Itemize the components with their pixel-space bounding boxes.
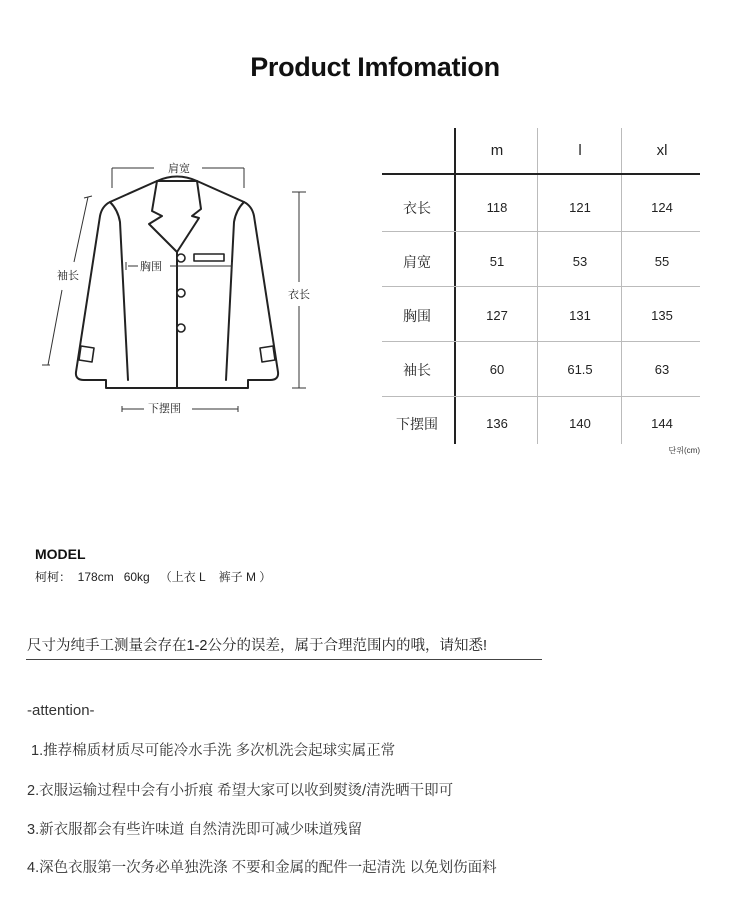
table-cell: 60 (489, 362, 505, 377)
chest-label: 胸围 (140, 261, 162, 273)
length-label: 衣长 (288, 289, 310, 301)
table-cell: 144 (651, 416, 673, 431)
unit-note: 단위(cm) (668, 446, 700, 455)
table-cell: 135 (651, 308, 673, 323)
table-cell: 53 (572, 254, 588, 269)
button-3 (177, 324, 185, 332)
care-note-2: 2.衣服运输过程中会有小折痕 希望大家可以收到熨烫/清洗晒干即可 (27, 783, 454, 799)
jacket-diagram (40, 150, 330, 425)
attention-heading: -attention- (27, 702, 95, 719)
table-cell: 118 (486, 200, 508, 215)
row-label: 胸围 (403, 308, 431, 324)
table-header-divider (382, 173, 700, 175)
model-info: 柯柯： 178cm 60kg （上衣 L 裤子 M ） (35, 570, 272, 584)
table-cell: 51 (489, 254, 505, 269)
table-cell: 131 (569, 308, 591, 323)
row-label: 下摆围 (396, 416, 438, 432)
care-note-3: 3.新衣服都会有些许味道 自然清洗即可减少味道残留 (27, 822, 363, 838)
size-table (382, 128, 700, 444)
measurement-notice: 尺寸为纯手工测量会存在1-2公分的误差，属于合理范围内的哦，请知悉! (27, 638, 487, 654)
table-cell: 124 (651, 200, 673, 215)
jacket-collar (149, 181, 201, 252)
notice-underline (26, 659, 542, 660)
pocket (194, 254, 224, 261)
row-label: 肩宽 (403, 254, 431, 270)
button-1 (177, 254, 185, 262)
table-cell: 136 (486, 416, 508, 431)
table-cell: 61.5 (567, 362, 593, 377)
table-cell: 127 (486, 308, 508, 323)
hem-label: 下摆围 (148, 403, 181, 415)
column-header-xl: xl (656, 142, 668, 159)
button-2 (177, 289, 185, 297)
table-cell: 55 (654, 254, 670, 269)
row-label: 衣长 (403, 200, 431, 216)
model-heading: MODEL (35, 546, 86, 562)
row-label: 袖长 (403, 362, 431, 378)
column-header-m: m (490, 142, 504, 159)
table-cell: 121 (569, 200, 591, 215)
care-note-1: 1.推荐棉质材质尽可能冷水手洗 多次机洗会起球实属正常 (27, 743, 396, 759)
page-title: Product Imfomation (250, 52, 500, 82)
column-header-l: l (578, 142, 582, 159)
shoulder-label: 肩宽 (168, 163, 190, 175)
sleeve-label: 袖长 (57, 270, 79, 282)
care-note-4: 4.深色衣服第一次务必单独洗涤 不要和金属的配件一起清洗 以免划伤面料 (27, 860, 497, 876)
table-cell: 140 (569, 416, 591, 431)
table-cell: 63 (654, 362, 670, 377)
